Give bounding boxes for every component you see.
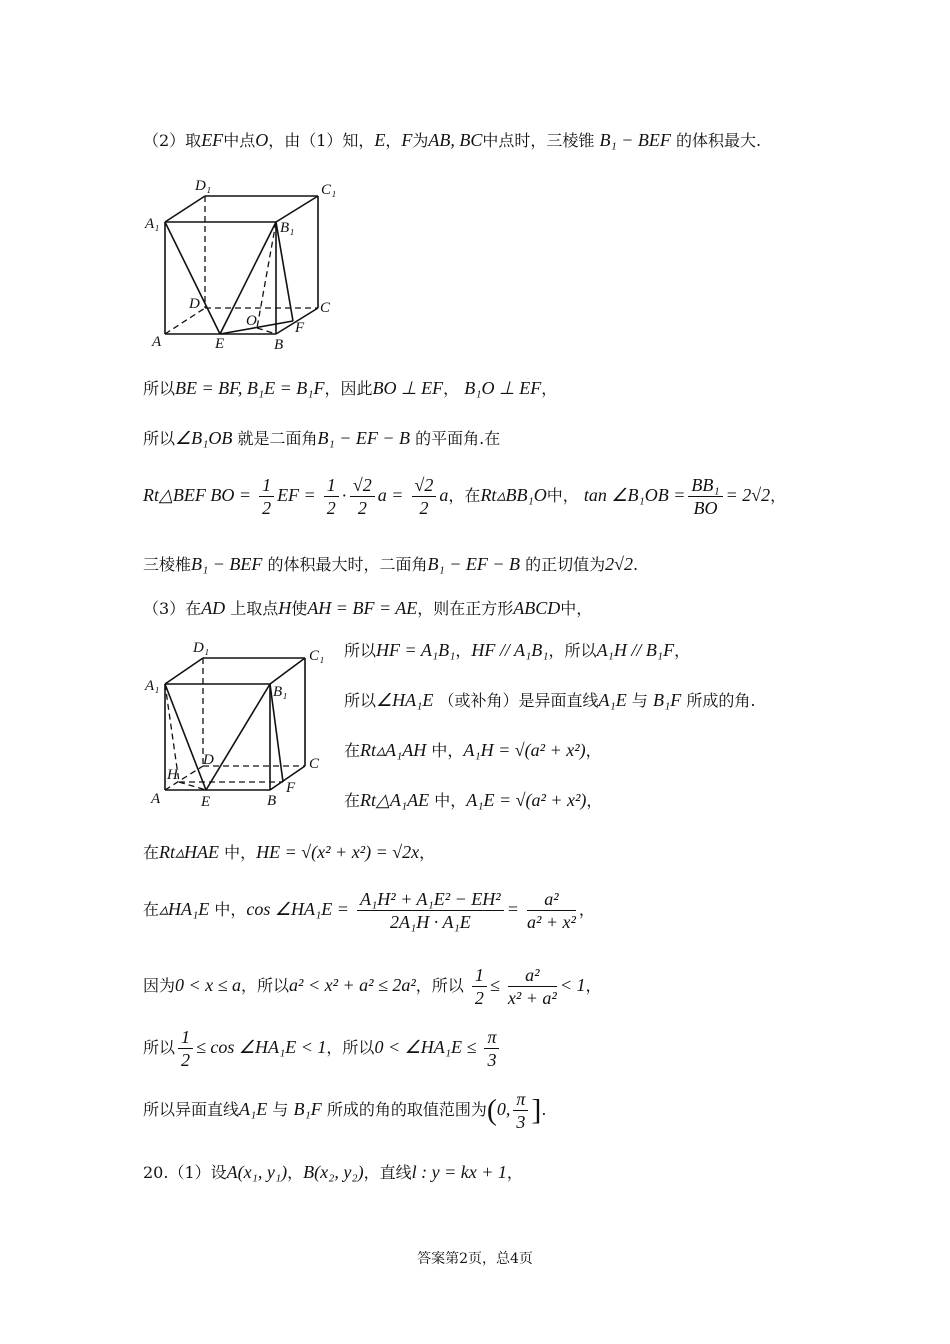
label-a: A	[152, 334, 162, 350]
label-d: D	[203, 752, 214, 768]
label-b1: B₁	[273, 684, 288, 700]
part3-heading: （3）在AD 上取点H使AH = BF = AE，则在正方形ABCD中，	[143, 598, 593, 618]
label-c1: C₁	[321, 182, 337, 198]
label-o: O	[246, 313, 257, 329]
line-final-range: 所以异面直线A₁E 与 B₁F 所成的角的取值范围为(0, $\frac{\pi}{3}$ ].	[143, 1089, 547, 1132]
line-tangent-result: 三棱椎B₁ − BEF 的体积最大时，二面角B₁ − EF − B 的正切值为2√2.	[143, 554, 639, 574]
line-cosine: 在▵HA₁E 中，cos ∠HA₁E = $\frac{\text{A₁H² + A₁E² − EH²}}{\text{2A₁H · A₁E}}$ = $\frac{\text{a²}}{\text{a² + x²}}$ ，	[143, 889, 595, 932]
part2-heading: （2）取EF中点O，由（1）知，E，F为AB, BC中点时，三棱锥 B₁ − BEF 的体积最大.	[143, 130, 762, 150]
page-footer: 答案第2页，总4页	[417, 1251, 533, 1267]
label-b1: B₁	[280, 220, 295, 236]
label-b: B	[274, 337, 284, 353]
line-skew-angle: 所以∠HA₁E （或补角）是异面直线A₁E 与 B₁F 所成的角.	[344, 690, 756, 710]
label-e: E	[201, 794, 211, 810]
label-d1: D₁	[193, 640, 210, 656]
label-a1: A₁	[145, 216, 160, 232]
cube-figure-1	[143, 172, 353, 357]
label-c: C	[309, 756, 320, 772]
label-c1: C₁	[309, 648, 325, 664]
line-he: 在Rt▵HAE 中，HE = √(x² + x²) = √2x，	[143, 842, 436, 862]
label-a: A	[151, 791, 161, 807]
line-bo-tan: Rt△BEF BO = $\frac{1}{2}$ EF = $\frac{1}{2}$ · $\frac{√2}{2}$ a = $\frac{√2}{2}$ a，在Rt▵BB₁O中， tan ∠B₁OB = $\frac{\text{BB₁}}{BO}$ = 2√2，	[143, 475, 787, 518]
question-20-heading: 20.（1）设A(x₁, y₁)，B(x₂, y₂)，直线l : y = kx + 1，	[143, 1162, 523, 1182]
line-dihedral: 所以∠B₁OB 就是二面角B₁ − EF − B 的平面角.在	[143, 428, 501, 448]
line-a1e: 在Rt△A₁AE 中，A₁E = √(a² + x²)，	[344, 790, 603, 810]
line-a1h: 在Rt▵A₁AH 中，A₁H = √(a² + x²)，	[344, 740, 602, 760]
label-f: F	[286, 780, 296, 796]
label-c: C	[320, 300, 331, 316]
label-d: D	[189, 296, 200, 312]
label-b: B	[267, 793, 277, 809]
cube-figure-2	[143, 636, 343, 811]
label-e: E	[215, 336, 225, 352]
line-be-bf: 所以BE = BF, B₁E = B₁F，因此BO ⊥ EF， B₁O ⊥ EF，	[143, 378, 558, 398]
label-h: H	[167, 767, 178, 783]
label-d1: D₁	[195, 178, 212, 194]
line-inequality: 因为0 < x ≤ a，所以a² < x² + a² ≤ 2a²，所以 $\frac{1}{2}$ ≤ $\frac{\text{a²}}{\text{x² + a²}}$ < 1，	[143, 965, 602, 1008]
line-hf-parallel: 所以HF = A₁B₁，HF // A₁B₁，所以A₁H // B₁F，	[344, 640, 691, 660]
label-f: F	[295, 320, 305, 336]
line-angle-range: 所以 $\frac{1}{2}$ ≤ cos ∠HA₁E < 1，所以0 < ∠HA₁E ≤ $\frac{\pi}{3}$	[143, 1026, 502, 1071]
label-a1: A₁	[145, 678, 160, 694]
